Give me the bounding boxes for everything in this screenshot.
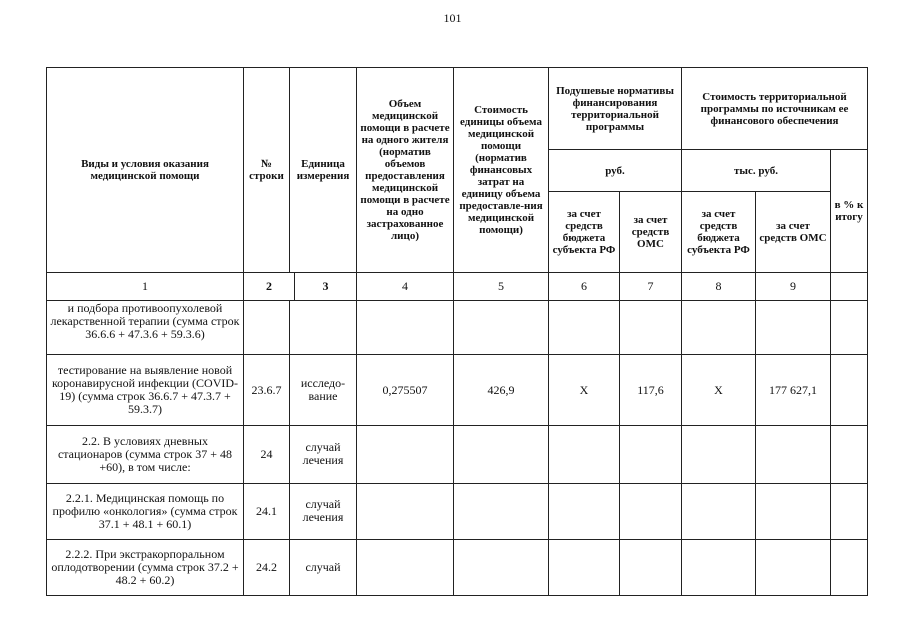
row-description: 2.2.2. При экстракорпоральном оплодотворении (сумма строк 37.2 + 48.2 + 60.2) — [47, 539, 244, 595]
row-unit-cost: 426,9 — [454, 355, 549, 426]
row-unit: случай лечения — [290, 426, 357, 483]
row-trub-budget — [682, 539, 756, 595]
row-unit: исследо-вание — [290, 355, 357, 426]
row-unit — [290, 300, 357, 354]
row-volume: 0,275507 — [357, 355, 454, 426]
row-unit-cost — [454, 426, 549, 483]
row-description: 2.2. В условиях дневных стационаров (сумма строк 37 + 48 +60), в том числе: — [47, 426, 244, 483]
column-number: 8 — [682, 272, 756, 300]
row-line-number: 24.1 — [244, 483, 290, 539]
row-rub-budget — [549, 300, 620, 354]
row-unit: случай — [290, 539, 357, 595]
row-unit-cost — [454, 483, 549, 539]
column-number: 7 — [620, 272, 682, 300]
row-unit: случай лечения — [290, 483, 357, 539]
row-trub-oms — [756, 300, 831, 354]
column-number: 3 — [322, 278, 329, 293]
row-trub-budget — [682, 300, 756, 354]
column-number: 2 — [244, 273, 295, 300]
row-trub-budget — [682, 426, 756, 483]
row-volume — [357, 300, 454, 354]
header-thousand-rub: тыс. руб. — [682, 150, 831, 192]
row-unit-cost — [454, 300, 549, 354]
header-rub-oms: за счет средств ОМС — [620, 192, 682, 272]
header-rub-budget: за счет средств бюджета субъекта РФ — [549, 192, 620, 272]
row-rub-oms — [620, 539, 682, 595]
table-row — [47, 300, 868, 354]
row-description: и подбора противоопухолевой лекарственной терапии (сумма строк 36.6.6 + 47.3.6 + 59.3.6) — [47, 300, 244, 354]
column-number: 1 — [47, 272, 244, 300]
header-trub-budget: за счет средств бюджета субъекта РФ — [682, 192, 756, 272]
column-number: 6 — [549, 272, 620, 300]
row-volume — [357, 539, 454, 595]
row-percent — [831, 355, 868, 426]
row-rub-oms — [620, 483, 682, 539]
header-unit: Единица измерения — [290, 68, 357, 273]
row-volume — [357, 426, 454, 483]
header-volume: Объем медицинской помощи в расчете на одного жителя (норматив объемов предоставления медицинской помощи в расчете на одно застрахованное лицо) — [357, 68, 454, 273]
row-rub-oms — [620, 300, 682, 354]
header-trub-oms: за счет средств ОМС — [756, 192, 831, 272]
row-trub-budget — [682, 483, 756, 539]
row-line-number — [244, 300, 290, 354]
column-number: 9 — [756, 272, 831, 300]
row-line-number: 24.2 — [244, 539, 290, 595]
row-percent — [831, 426, 868, 483]
row-description: тестирование на выявление новой коронавирусной инфекции (COVID-19) (сумма строк 36.6.7 + 47.3.7 + 59.3.7) — [47, 355, 244, 426]
header-per-capita-norms: Подушевые нормативы финансирования территориальной программы — [549, 68, 682, 150]
row-unit-cost — [454, 539, 549, 595]
row-rub-budget — [549, 483, 620, 539]
territorial-program-table — [46, 67, 868, 596]
row-description: 2.2.1. Медицинская помощь по профилю «онкология» (сумма строк 37.1 + 48.1 + 60.1) — [47, 483, 244, 539]
header-rub: руб. — [549, 150, 682, 192]
row-percent — [831, 483, 868, 539]
table-row — [47, 483, 868, 539]
column-number: 5 — [454, 272, 549, 300]
row-rub-budget: X — [549, 355, 620, 426]
page-number: 101 — [443, 11, 462, 25]
row-trub-budget: X — [682, 355, 756, 426]
table-row — [47, 539, 868, 595]
row-trub-oms — [756, 426, 831, 483]
row-rub-budget — [549, 539, 620, 595]
row-percent — [831, 539, 868, 595]
row-rub-oms: 117,6 — [620, 355, 682, 426]
header-percent-total: в % к итогу — [831, 150, 868, 272]
column-number: 4 — [357, 272, 454, 300]
row-rub-oms — [620, 426, 682, 483]
row-trub-oms: 177 627,1 — [756, 355, 831, 426]
row-line-number: 24 — [244, 426, 290, 483]
header-unit-cost: Стоимость единицы объема медицинской помощи (норматив финансовых затрат на единицу объема предоставле-ния медицинской помощи) — [454, 68, 549, 273]
row-percent — [831, 300, 868, 354]
row-line-number: 23.6.7 — [244, 355, 290, 426]
row-trub-oms — [756, 539, 831, 595]
header-program-cost: Стоимость территориальной программы по источникам ее финансового обеспечения — [682, 68, 868, 150]
row-rub-budget — [549, 426, 620, 483]
table-row — [47, 426, 868, 483]
table-row — [47, 355, 868, 426]
header-kinds-conditions: Виды и условия оказания медицинской помощи — [47, 68, 244, 273]
column-number — [831, 272, 868, 300]
row-volume — [357, 483, 454, 539]
header-line-number: № строки — [244, 68, 290, 273]
row-trub-oms — [756, 483, 831, 539]
